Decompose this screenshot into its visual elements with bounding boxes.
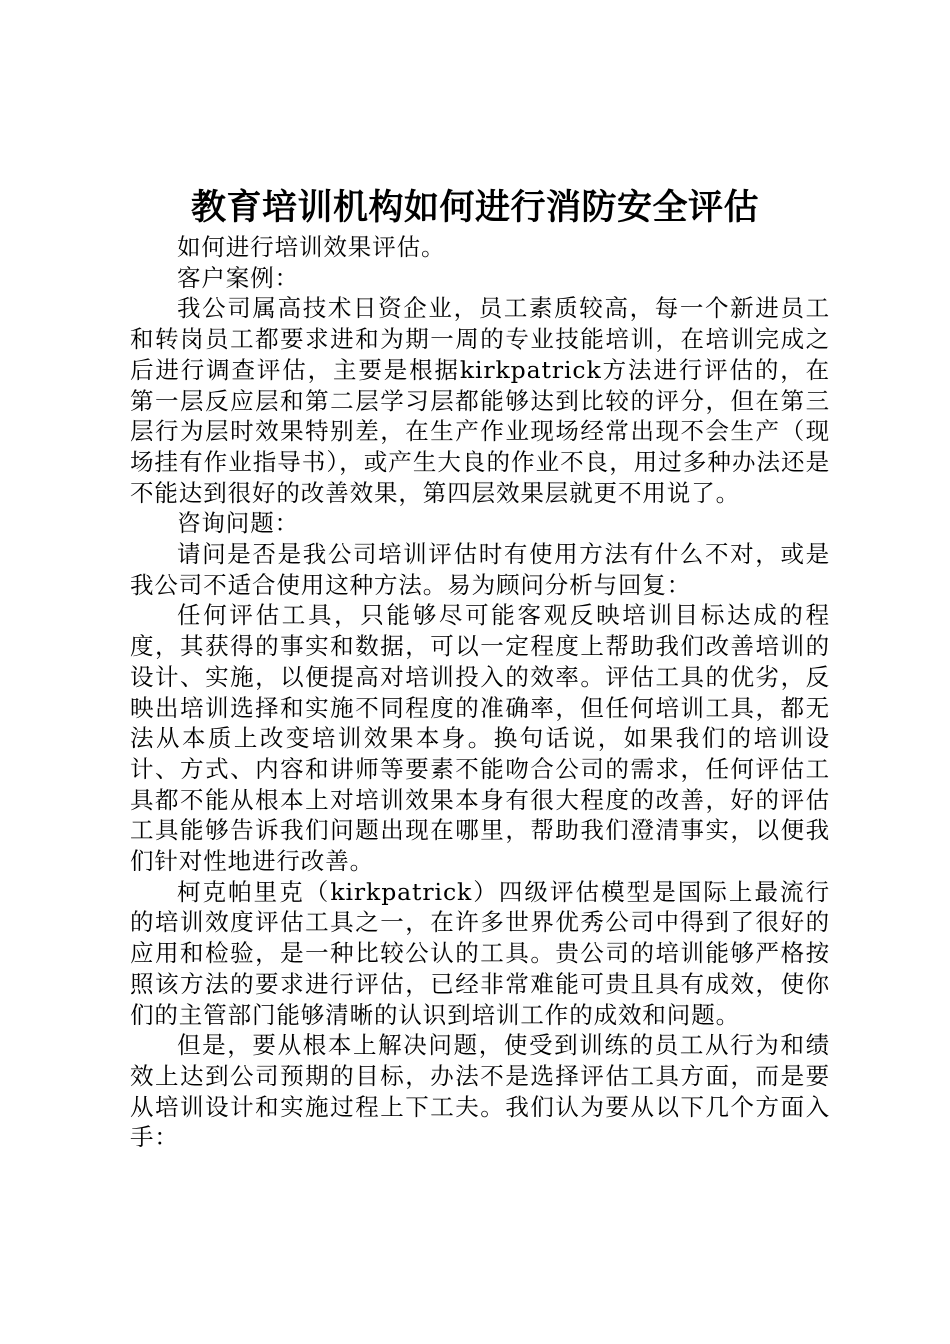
paragraph-intro: 如何进行培训效果评估。 [177,233,446,261]
document-body [130,232,830,1153]
paragraph-case: 我公司属高技术日资企业，员工素质较高，每一个新进员工和转岗员工都要求进和为期一周的专业技能培训，在培训完成之后进行调查评估，主要是根据kirkpatrick方法进行评估的，在第一层反应层和第二层学习层都能够达到比较的评分，但在第三层行为层时效果特别差，在生产作业现场经常出现不会生产（现场挂有作业指导书），或产生大良的作业不良，用过多种办法还是不能达到很好的改善效果，第四层效果层就更不用说了。 [130,294,830,507]
paragraph-question-heading: 咨询问题： [177,509,299,538]
paragraph-case-heading: 客户案例： [177,263,299,292]
paragraph-question: 请问是否是我公司培训评估时有使用方法有什么不对，或是我公司不适合使用这种方法。易为顾问分析与回复： [130,540,830,599]
paragraph-answer-3: 但是，要从根本上解决问题，使受到训练的员工从行为和绩效上达到公司预期的目标，办法不是选择评估工具方面，而是要从培训设计和实施过程上下工夫。我们认为要从以下几个方面入手： [130,1031,830,1152]
document-title: 教育培训机构如何进行消防安全评估 [190,188,759,228]
paragraph-answer-2: 柯克帕里克（kirkpatrick）四级评估模型是国际上最流行的培训效度评估工具之一，在许多世界优秀公司中得到了很好的应用和检验，是一种比较公认的工具。贵公司的培训能够严格按照该方法的要求进行评估，已经非常难能可贵且具有成效，使你们的主管部门能够清晰的认识到培训工作的成效和问题。 [130,877,830,1029]
paragraph-answer-1: 任何评估工具，只能够尽可能客观反映培训目标达成的程度，其获得的事实和数据，可以一定程度上帮助我们改善培训的设计、实施，以便提高对培训投入的效率。评估工具的优劣，反映出培训选择和实施不同程度的准确率，但任何培训工具，都无法从本质上改变培训效果本身。换句话说，如果我们的培训设计、方式、内容和讲师等要素不能吻合公司的需求，任何评估工具都不能从根本上对培训效果本身有很大程度的改善，好的评估工具能够告诉我们问题出现在哪里，帮助我们澄清事实，以便我们针对性地进行改善。 [130,601,830,876]
